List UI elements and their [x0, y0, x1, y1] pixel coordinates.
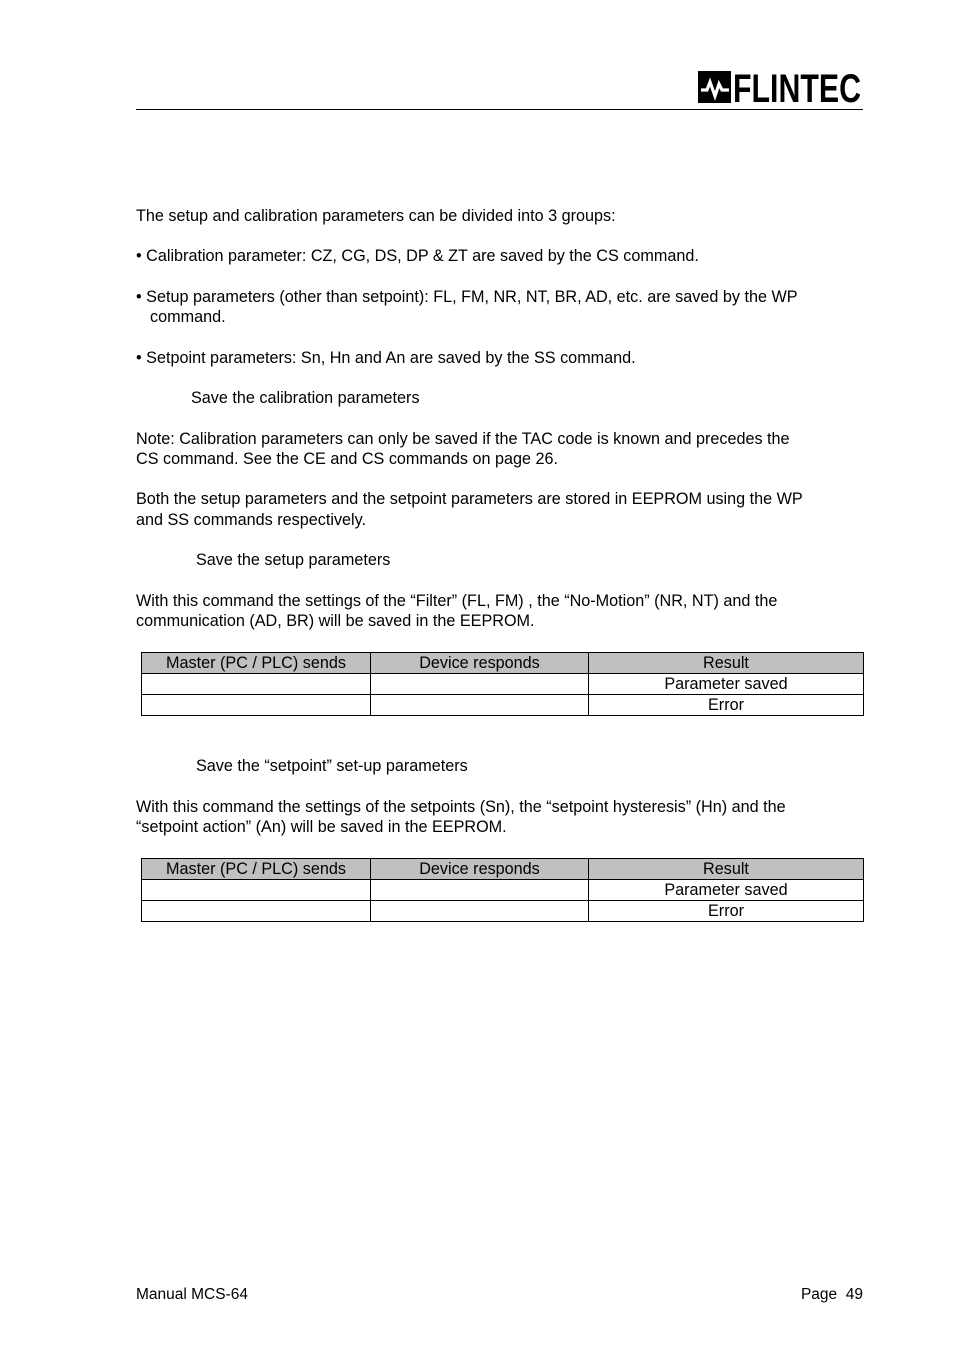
wp-desc-line2: communication (AD, BR) will be saved in the EEPROM.	[136, 612, 535, 630]
cell-master-sends	[142, 901, 371, 922]
cell-device-responds	[371, 674, 589, 695]
flintec-logo	[698, 67, 864, 111]
ss-command-table	[141, 858, 864, 922]
cell-master-sends	[142, 880, 371, 901]
cell-result: Parameter saved	[589, 880, 864, 901]
header-device-responds: Device responds	[371, 859, 589, 880]
intro-text: The setup and calibration parameters can be divided into 3 groups:	[136, 207, 616, 225]
table-header-row	[142, 859, 864, 880]
note-line2-text: CS command. See the CE and CS commands on	[136, 450, 495, 468]
cell-result: Error	[589, 695, 864, 716]
header-device-responds: Device responds	[371, 653, 589, 674]
ss-command-heading: Save the “setpoint” set-up parameters	[196, 757, 468, 775]
svg-text:FLINTEC: FLINTEC	[733, 67, 861, 111]
page-26-link[interactable]: page 26	[495, 450, 554, 468]
bullet-setup-line2: command.	[150, 308, 226, 326]
flintec-logo-mark	[698, 67, 864, 111]
cell-master-sends	[142, 674, 371, 695]
cell-result: Parameter saved	[589, 674, 864, 695]
bullet-calibration: • Calibration parameter: CZ, CG, DS, DP & ZT are saved by the CS command.	[136, 247, 699, 265]
ss-desc-line2: “setpoint action” (An) will be saved in the EEPROM.	[136, 818, 507, 836]
header-result: Result	[589, 859, 864, 880]
table-row	[142, 880, 864, 901]
bullet-setpoint: • Setpoint parameters: Sn, Hn and An are saved by the SS command.	[136, 349, 636, 367]
wp-command-heading: Save the setup parameters	[196, 551, 391, 569]
wp-desc-line1: With this command the settings of the “Filter” (FL, FM) , the “No-Motion” (NR, NT) and the	[136, 592, 778, 610]
cell-device-responds	[371, 695, 589, 716]
cell-result: Error	[589, 901, 864, 922]
header-result: Result	[589, 653, 864, 674]
footer-page-number: Page 49	[800, 1286, 863, 1303]
table-header-row	[142, 653, 864, 674]
table-row	[142, 901, 864, 922]
cell-device-responds	[371, 880, 589, 901]
both-params-line2: and SS commands respectively.	[136, 511, 367, 529]
header-master-sends: Master (PC / PLC) sends	[142, 653, 371, 674]
footer-manual-title: Manual MCS-64	[136, 1286, 248, 1303]
table-row	[142, 695, 864, 716]
cs-command-heading: Save the calibration parameters	[191, 389, 420, 407]
wp-command-table	[141, 652, 864, 716]
ss-desc-line1: With this command the settings of the setpoints (Sn), the “setpoint hysteresis” (Hn) and the	[136, 798, 786, 816]
header-rule	[136, 109, 863, 110]
note-line1: Note: Calibration parameters can only be saved if the TAC code is known and precedes the	[136, 430, 790, 448]
note-line2-end: .	[553, 450, 559, 468]
cell-device-responds	[371, 901, 589, 922]
header-master-sends: Master (PC / PLC) sends	[142, 859, 371, 880]
note-line2	[136, 449, 866, 470]
table-row	[142, 674, 864, 695]
both-params-line1: Both the setup parameters and the setpoint parameters are stored in EEPROM using the WP	[136, 490, 803, 508]
bullet-setup-line1: • Setup parameters (other than setpoint): FL, FM, NR, NT, BR, AD, etc. are saved by the WP	[136, 288, 798, 306]
cell-master-sends	[142, 695, 371, 716]
